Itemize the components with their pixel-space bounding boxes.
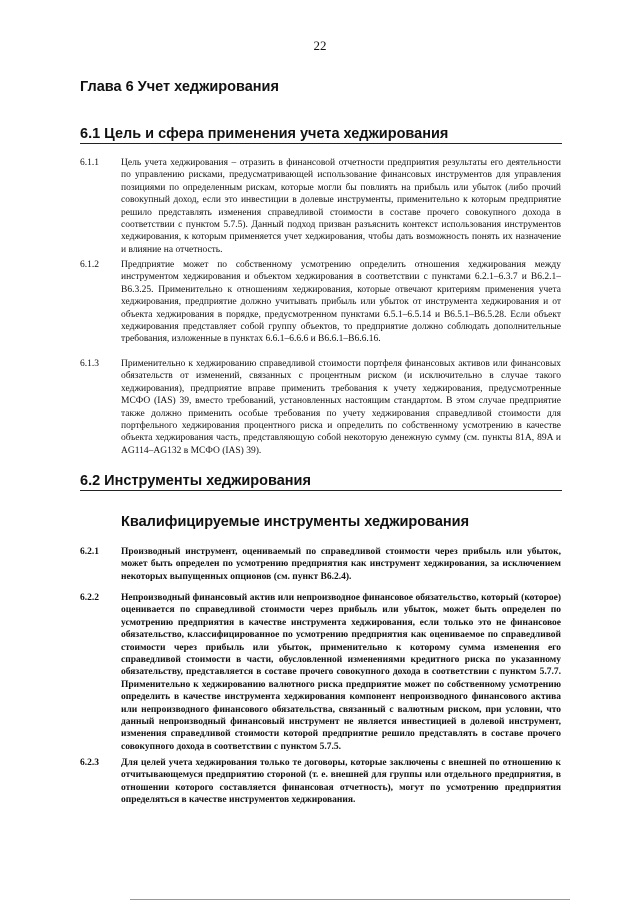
paragraph-text: Производный инструмент, оцениваемый по справедливой стоимости через прибыль или убыток, может быть определен по усмотрению предприятия как инструмент хеджирования, за исключением некоторых выпущенных опционов (см. пункт B6.2.4). bbox=[121, 547, 561, 582]
subsection-title: Квалифицируемые инструменты хеджирования bbox=[121, 514, 470, 530]
paragraph-text: Цель учета хеджирования – отразить в финансовой отчетности предприятия результаты его деятельности по управлению рисками, предусматривающей использование финансовых инструментов для управления позициями по определенным рискам, которые могли бы повлиять на прибыль или убыток (либо прочий совокупный доход, если это инвестиции в долевые инструменты, применительно к которым предприятие решило представлять изменения справедливой стоимости в составе прочего совокупного дохода в соответствии с пунктом 5.7.5). Данный подход призван разъяснить контекст использования инструментов хеджирования, к которым применяется учет хеджирования, чтобы дать возможность понять их назначение и влияние на отчетность. bbox=[121, 158, 561, 255]
paragraph-number: 6.1.3 bbox=[80, 359, 99, 369]
page-bottom-rule bbox=[130, 899, 570, 900]
chapter-title: Глава 6 Учет хеджирования bbox=[80, 79, 279, 95]
page-number: 22 bbox=[313, 38, 327, 53]
paragraph-number: 6.2.1 bbox=[80, 547, 99, 557]
section-title-6-1: 6.1 Цель и сфера применения учета хеджирования bbox=[80, 126, 562, 144]
paragraph-number: 6.2.3 bbox=[80, 758, 99, 768]
paragraph-number: 6.1.1 bbox=[80, 158, 99, 168]
paragraph-number: 6.1.2 bbox=[80, 260, 99, 270]
section-title-6-2: 6.2 Инструменты хеджирования bbox=[80, 473, 562, 491]
paragraph-text: Предприятие может по собственному усмотрению определить отношения хеджирования между инструментом хеджирования и объектом хеджирования в соответствии с пунктами 6.2.1–6.3.7 и B6.2.1–B6.3.25. Применительно к отношениям хеджирования, которые отвечают критериям применения учета хеджирования, предприятие должно учитывать прибыль или убыток от инструмента хеджирования и от объекта хеджирования в порядке, предусмотренном пунктами 6.5.1–6.5.14 и B6.5.1–B6.5.28. Если объект хеджирования представляет собой группу объектов, то предприятие должно соблюдать дополнительные требования, изложенные в пунктах 6.6.1–6.6.6 и B6.6.1–B6.6.16. bbox=[121, 260, 561, 345]
paragraph-number: 6.2.2 bbox=[80, 593, 99, 603]
paragraph-text: Для целей учета хеджирования только те договоры, которые заключены с внешней по отношению к отчитывающемуся предприятию стороной (т. е. внешней для группы или отдельного предприятия, в отношении которого составляется финансовая отчетность), могут по усмотрению предприятия определяться в качестве инструментов хеджирования. bbox=[121, 758, 561, 806]
paragraph-text: Непроизводный финансовый актив или непроизводное финансовое обязательство, который (которое) оценивается по справедливой стоимости через прибыль или убыток, может быть определен по усмотрению предприятия в качестве инструмента хеджирования, если только это не финансовое обязательство, классифицированное по усмотрению предприятия как оцениваемое по справедливой стоимости через прибыль или убыток, применительно к которому сумма изменения его справедливой стоимости в части, обусловленной изменениями кредитного риска по указанному обязательству, представляется в составе прочего совокупного дохода в соответствии с пунктом 5.7.7. Применительно к хеджированию валютного риска предприятие может по собственному усмотрению определить в качестве инструмента хеджирования компонент непроизводного финансового актива или непроизводного финансового обязательства, связанный с валютным риском, при условии, что данный непроизводный финансовый инструмент не является инвестицией в долевой инструмент, изменения справедливой стоимости которой предприятие решило представлять в составе прочего совокупного дохода в соответствии с пунктом 5.7.5. bbox=[121, 593, 561, 752]
paragraph-text: Применительно к хеджированию справедливой стоимости портфеля финансовых активов или финансовых обязательств от изменений, связанных с процентным риском (и исключительно в случае такого хеджирования), предприятие вправе применить требования к учету хеджирования, предусмотренные МСФО (IAS) 39, вместо требований, установленных настоящим стандартом. В этом случае предприятие также должно применить особые требования по учету хеджирования справедливой стоимости для портфельного хеджирования процентного риска и определить по собственному усмотрению в качестве объекта хеджирования часть, представляющую собой некоторую денежную сумму (см. пункты 81A, 89A и AG114–AG132 в МСФО (IAS) 39). bbox=[121, 359, 561, 456]
